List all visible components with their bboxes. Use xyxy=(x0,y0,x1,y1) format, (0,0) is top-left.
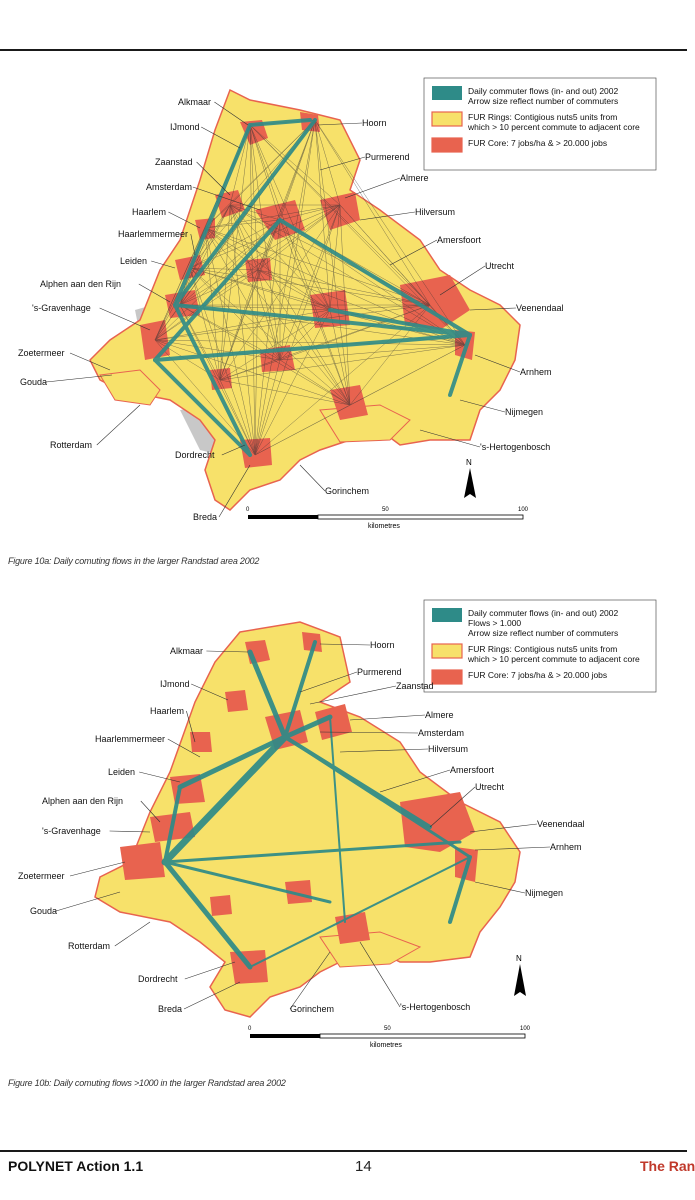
place-label-alkmaar: Alkmaar xyxy=(178,97,212,107)
place-label-amersfoort: Amersfoort xyxy=(437,235,482,245)
scale-bar xyxy=(246,507,529,530)
place-label-purmerend: Purmerend xyxy=(365,152,410,162)
place-label-s-gravenhage: 's-Gravenhage xyxy=(42,826,101,836)
place-label-leiden: Leiden xyxy=(108,767,136,777)
legend-text-2-2: which > 10 percent commute to adjacent core xyxy=(468,654,640,664)
north-label: N xyxy=(516,954,522,963)
place-label-breda: Breda xyxy=(193,512,218,522)
place-label-rotterdam: Rotterdam xyxy=(68,941,111,951)
leader-line-rotterdam xyxy=(97,405,140,445)
scale-tick-50: 50 xyxy=(384,1026,391,1032)
place-label-hoorn: Hoorn xyxy=(370,640,395,650)
footer-right: The Ran xyxy=(640,1158,695,1174)
place-label-ijmond: IJmond xyxy=(170,122,200,132)
place-label-ijmond: IJmond xyxy=(160,679,190,689)
place-label-zoetermeer: Zoetermeer xyxy=(18,871,65,881)
place-label-s-hertogenbosch: 's-Hertogenbosch xyxy=(400,1002,471,1012)
place-label-hilversum: Hilversum xyxy=(415,207,456,217)
place-label-dordrecht: Dordrecht xyxy=(175,450,215,460)
place-label-hilversum: Hilversum xyxy=(428,744,469,754)
place-label-utrecht: Utrecht xyxy=(475,782,505,792)
place-label-breda: Breda xyxy=(158,1004,183,1014)
place-label-haarlem: Haarlem xyxy=(150,706,185,716)
place-label-arnhem: Arnhem xyxy=(550,842,582,852)
legend-text-1-3: Arrow size reflect number of commuters xyxy=(468,628,619,638)
figure-caption-10b: Figure 10b: Daily comuting flows >1000 in the larger Randstad area 2002 xyxy=(8,1078,286,1088)
place-label-haarlemmermeer: Haarlemmermeer xyxy=(118,229,189,239)
scale-tick-0: 0 xyxy=(246,507,250,513)
place-label-haarlemmermeer: Haarlemmermeer xyxy=(95,734,166,744)
place-label-zaanstad: Zaanstad xyxy=(155,157,193,167)
legend-text-1-2: Arrow size reflect number of commuters xyxy=(468,96,619,106)
place-label-zaanstad: Zaanstad xyxy=(396,681,434,691)
scale-bar xyxy=(248,1026,531,1049)
legend-swatch-2 xyxy=(432,644,462,658)
legend-swatch-1 xyxy=(432,608,462,622)
top-rule xyxy=(0,49,687,51)
place-label-gorinchem: Gorinchem xyxy=(290,1004,335,1014)
place-label-gorinchem: Gorinchem xyxy=(325,486,370,496)
place-label-leiden: Leiden xyxy=(120,256,148,266)
legend-text-1-1: Daily commuter flows (in- and out) 2002 xyxy=(468,608,619,618)
scale-tick-50: 50 xyxy=(382,507,389,513)
north-arrow xyxy=(514,954,526,996)
place-label-alphen-aan-den-rijn: Alphen aan den Rijn xyxy=(40,279,122,289)
place-label-almere: Almere xyxy=(425,710,454,720)
place-label-amsterdam: Amsterdam xyxy=(146,182,193,192)
place-label-s-hertogenbosch: 's-Hertogenbosch xyxy=(480,442,551,452)
footer-left: POLYNET Action 1.1 xyxy=(8,1158,144,1174)
footer-rule xyxy=(0,1150,687,1152)
place-label-purmerend: Purmerend xyxy=(357,667,402,677)
legend-swatch-2 xyxy=(432,112,462,126)
north-label: N xyxy=(466,458,472,467)
place-label-nijmegen: Nijmegen xyxy=(505,407,544,417)
legend-text-3-1: FUR Core: 7 jobs/ha & > 20.000 jobs xyxy=(468,138,608,148)
place-label-s-gravenhage: 's-Gravenhage xyxy=(32,303,91,313)
legend xyxy=(424,78,656,170)
scale-tick-100: 100 xyxy=(520,1026,531,1032)
legend-text-2-1: FUR Rings: Contigious nuts5 units from xyxy=(468,644,618,654)
place-label-rotterdam: Rotterdam xyxy=(50,440,93,450)
place-label-nijmegen: Nijmegen xyxy=(525,888,564,898)
place-label-gouda: Gouda xyxy=(20,377,48,387)
place-label-veenendaal: Veenendaal xyxy=(516,303,564,313)
leader-line-rotterdam xyxy=(115,922,150,946)
place-label-amsterdam: Amsterdam xyxy=(418,728,465,738)
commuter-flow-map-2002 xyxy=(0,70,687,540)
place-label-utrecht: Utrecht xyxy=(485,261,515,271)
page-number: 14 xyxy=(355,1158,372,1175)
place-label-almere: Almere xyxy=(400,173,429,183)
legend-text-2-1: FUR Rings: Contigious nuts5 units from xyxy=(468,112,618,122)
legend-text-2-2: which > 10 percent commute to adjacent core xyxy=(468,122,640,132)
legend-swatch-3 xyxy=(432,138,462,152)
place-label-amersfoort: Amersfoort xyxy=(450,765,495,775)
place-label-haarlem: Haarlem xyxy=(132,207,167,217)
scale-tick-0: 0 xyxy=(248,1026,252,1032)
scale-tick-100: 100 xyxy=(518,507,529,513)
place-label-hoorn: Hoorn xyxy=(362,118,387,128)
place-label-arnhem: Arnhem xyxy=(520,367,552,377)
scale-unit: kilometres xyxy=(370,1042,402,1049)
legend-swatch-1 xyxy=(432,86,462,100)
legend-text-1-2: Flows > 1.000 xyxy=(468,618,522,628)
legend xyxy=(424,600,656,692)
north-arrow xyxy=(464,458,476,498)
place-label-veenendaal: Veenendaal xyxy=(537,819,585,829)
place-label-alphen-aan-den-rijn: Alphen aan den Rijn xyxy=(42,796,124,806)
figure-caption-10a: Figure 10a: Daily comuting flows in the larger Randstad area 2002 xyxy=(8,556,260,566)
leader-line-gorinchem xyxy=(300,465,325,491)
place-label-dordrecht: Dordrecht xyxy=(138,974,178,984)
place-label-gouda: Gouda xyxy=(30,906,58,916)
legend-swatch-3 xyxy=(432,670,462,684)
commuter-flow-map-over-1000 xyxy=(0,592,687,1062)
legend-text-1-1: Daily commuter flows (in- and out) 2002 xyxy=(468,86,619,96)
place-label-alkmaar: Alkmaar xyxy=(170,646,204,656)
legend-text-3-1: FUR Core: 7 jobs/ha & > 20.000 jobs xyxy=(468,670,608,680)
place-label-zoetermeer: Zoetermeer xyxy=(18,348,65,358)
scale-unit: kilometres xyxy=(368,523,400,530)
